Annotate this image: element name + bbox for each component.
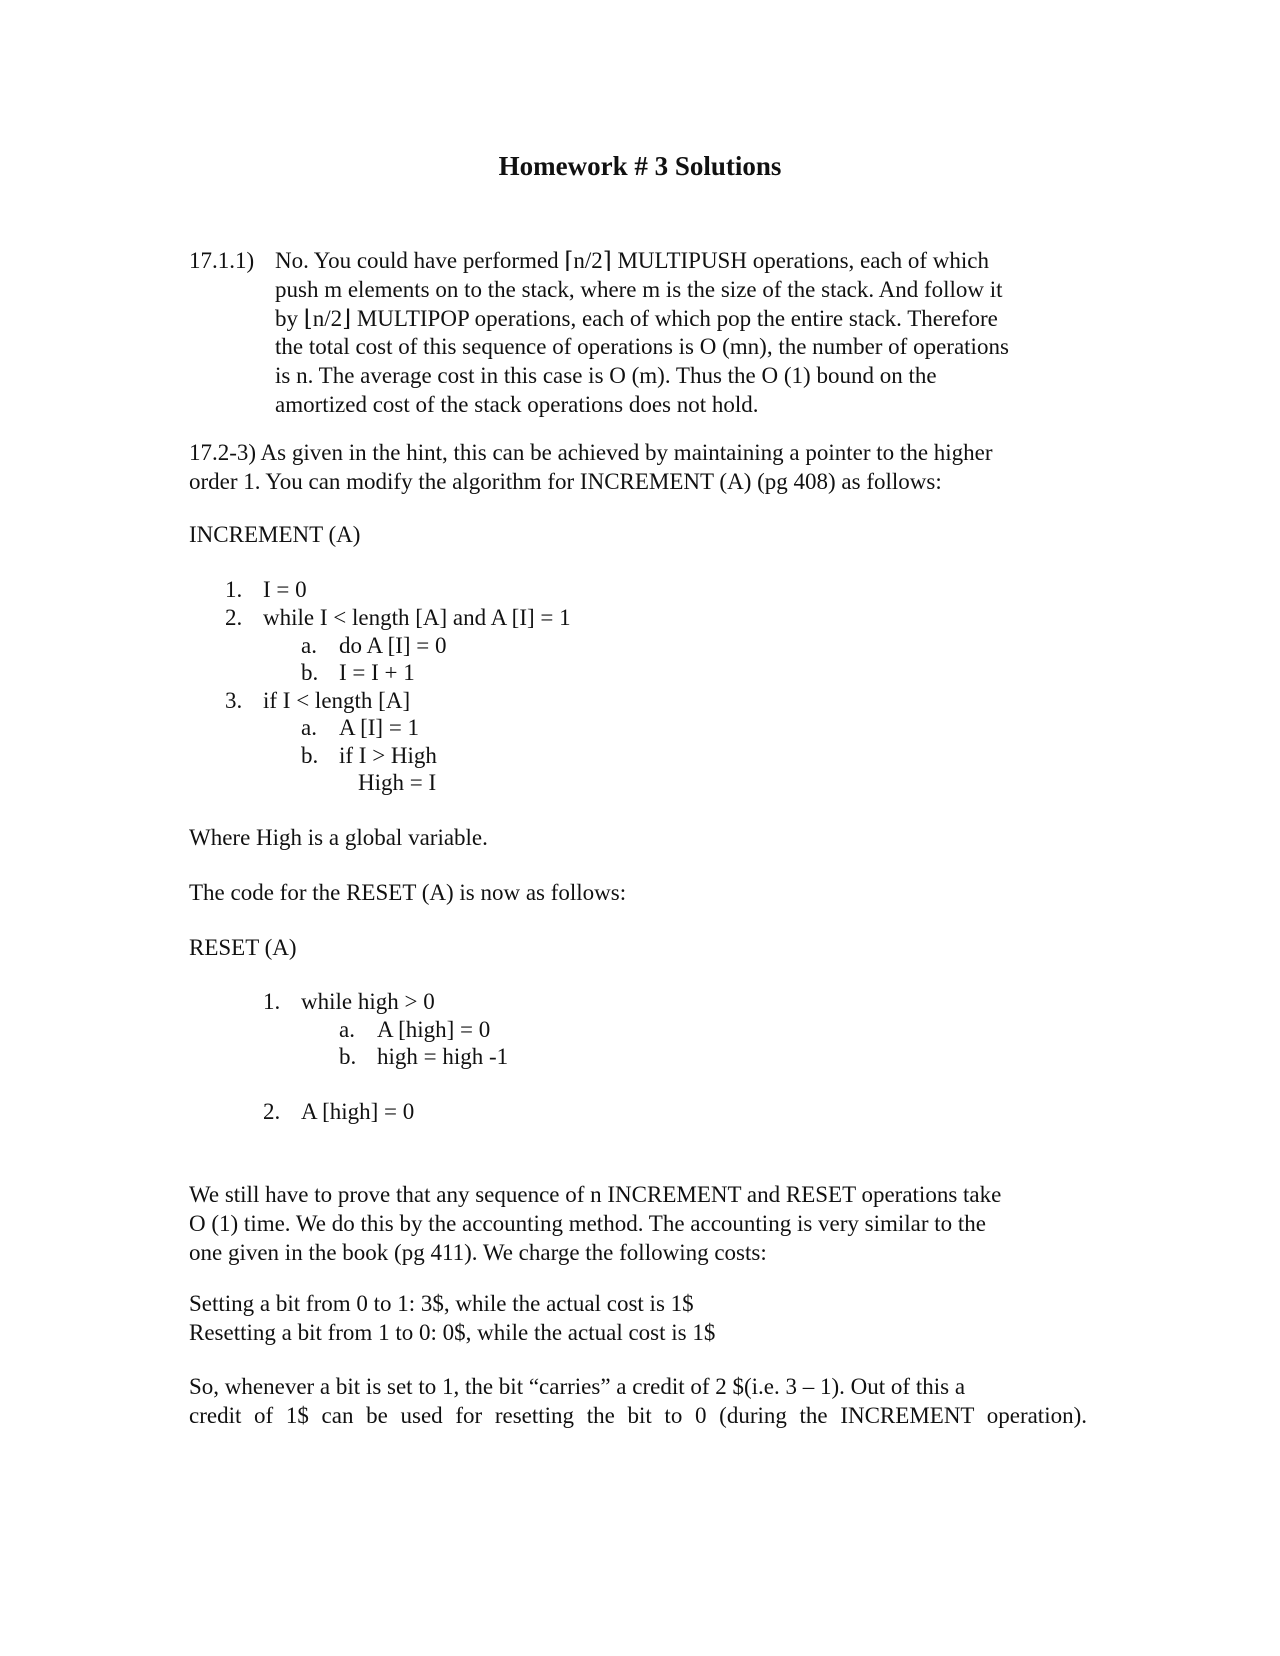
step-text: A [high] = 0 — [377, 1017, 491, 1042]
algo-step — [263, 988, 435, 1017]
step-text: while I < length [A] and A [I] = 1 — [263, 605, 571, 630]
step-label: b. — [301, 743, 319, 768]
step-text: I = 0 — [263, 577, 307, 602]
text-line: the total cost of this sequence of operations is O (mn), the number of operations — [275, 334, 1009, 360]
algo-substep — [358, 769, 436, 798]
step-label: a. — [339, 1017, 355, 1042]
algo-substep — [339, 1016, 490, 1045]
step-label: b. — [339, 1044, 357, 1069]
increment-heading: INCREMENT (A) — [189, 522, 361, 547]
question-label: 17.1.1) — [189, 248, 255, 273]
step-text: if I < length [A] — [263, 688, 411, 713]
text-line: one given in the book (pg 411). We charge the following costs: — [189, 1239, 767, 1265]
text-line: credit of 1$ can be used for resetting the bit to 0 (during the INCREMENT operation). — [189, 1402, 1087, 1428]
step-label: a. — [301, 633, 317, 658]
step-text: A [I] = 1 — [339, 715, 420, 740]
page-title: Homework # 3 Solutions — [498, 151, 782, 181]
algo-substep — [301, 714, 419, 743]
step-label: 1. — [225, 577, 243, 602]
step-label: 1. — [263, 989, 281, 1014]
text-line: Resetting a bit from 1 to 0: 0$, while the actual cost is 1$ — [189, 1319, 716, 1345]
step-text: high = high -1 — [377, 1044, 509, 1069]
algo-substep — [339, 1043, 508, 1072]
algo-substep — [301, 659, 415, 688]
step-text: High = I — [358, 770, 437, 795]
reset-heading: RESET (A) — [189, 935, 297, 960]
step-label: a. — [301, 715, 317, 740]
proof-paragraph — [189, 1181, 1087, 1267]
answer-text — [275, 247, 1087, 420]
text-line: Setting a bit from 0 to 1: 3$, while the actual cost is 1$ — [189, 1291, 694, 1316]
algo-substep — [301, 632, 447, 661]
step-text: while high > 0 — [301, 989, 435, 1014]
reset-intro-text: The code for the RESET (A) is now as follows: — [189, 880, 627, 905]
step-label: 2. — [263, 1099, 281, 1124]
text-line: No. You could have performed ⌈n/2⌉ MULTIPUSH operations, each of which — [275, 248, 990, 273]
step-text: if I > High — [339, 743, 437, 768]
text-line: push m elements on to the stack, where m is the size of the stack. And follow it — [275, 276, 1003, 302]
text-line: amortized cost of the stack operations does not hold. — [275, 391, 759, 417]
algo-step — [225, 687, 410, 716]
cost-lines — [189, 1290, 1087, 1348]
step-text: do A [I] = 0 — [339, 633, 447, 658]
where-high-text: Where High is a global variable. — [189, 825, 488, 850]
step-text: A [high] = 0 — [301, 1099, 415, 1124]
credit-paragraph — [189, 1373, 1087, 1431]
answer-17-2-3-intro — [189, 439, 1087, 497]
step-label: 3. — [225, 688, 243, 713]
answer-17-1-1 — [189, 247, 1087, 420]
text-line: So, whenever a bit is set to 1, the bit “carries” a credit of 2 $(i.e. 3 – 1). Out of this a — [189, 1374, 966, 1399]
text-line: is n. The average cost in this case is O (m). Thus the O (1) bound on the — [275, 363, 937, 389]
text-line: We still have to prove that any sequence of n INCREMENT and RESET operations take — [189, 1182, 1002, 1207]
algo-substep — [301, 742, 437, 771]
step-label: b. — [301, 660, 319, 685]
algo-step — [225, 576, 307, 605]
text-line: by ⌊n/2⌋ MULTIPOP operations, each of which pop the entire stack. Therefore — [275, 305, 998, 331]
algo-step — [263, 1098, 414, 1127]
step-text: I = I + 1 — [339, 660, 415, 685]
step-label: 2. — [225, 605, 243, 630]
text-line: O (1) time. We do this by the accounting method. The accounting is very similar to the — [189, 1210, 987, 1236]
algo-step — [225, 604, 571, 633]
text-line: 17.2-3) As given in the hint, this can be achieved by maintaining a pointer to the higher — [189, 440, 993, 465]
text-line: order 1. You can modify the algorithm for INCREMENT (A) (pg 408) as follows: — [189, 468, 942, 494]
